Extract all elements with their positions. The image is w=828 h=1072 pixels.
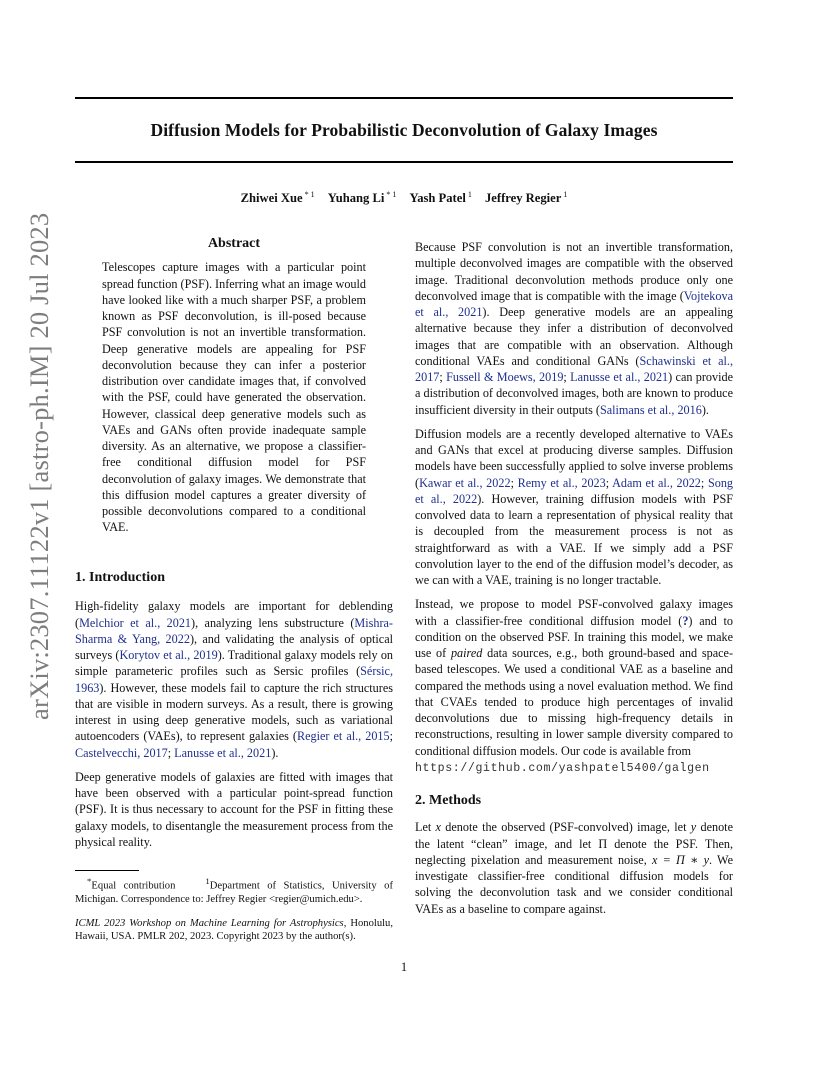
paper-title: Diffusion Models for Probabilistic Deconvolution of Galaxy Images (150, 120, 658, 140)
citation-link[interactable]: Castelvecchi, 2017 (75, 745, 168, 760)
citation-link[interactable]: Schawinski et al., 2017 (415, 353, 733, 384)
right-paragraph-1: Because PSF convolution is not an invertible transformation, multiple deconvolved images are compatible with the observed image. Traditional deconvolution methods produce only one deconvolved image that is compatible with the image (Vojtekova et al., 2021). Deep generative models are an appealing alternative because they infer a distribution of deconvolved images that are compatible with an observation. Although conditional VAEs and conditional GANs (Schawinski et al., 2017; Fussell & Moews, 2019; Lanusse et al., 2021) can provide a distribution of deconvolved images, both are known to produce insufficient diversity in their outputs (Salimans et al., 2016). (415, 240, 734, 417)
author-3: Yash Patel $^1$ (409, 190, 472, 205)
methods-paragraph: Let x denote the observed (PSF-convolved) image, let y denote the latent “clean” image, and let Π denote the PSF. Then, neglecting pixelation and measurement noise, x = Π ∗ y. We investigate classifier-free conditional diffusion models for solving the deconvolution task and we consider conditional VAEs as a baseline to compare against. (415, 820, 733, 916)
footnote-affiliation: *Equal contribution $^1$Department of Statistics, University of Michigan. Correspondence to: Jeffrey Regier <regier@umich.edu>. (75, 876, 393, 906)
title-bottom-rule (75, 161, 733, 163)
footnote-rule (75, 870, 139, 871)
citation-link[interactable]: Melchior et al., 2021 (79, 615, 192, 630)
arxiv-stamp (20, 212, 58, 720)
citation-link[interactable]: Sérsic, 1963 (75, 664, 393, 695)
intro-paragraph-2: Deep generative models of galaxies are fitted with images that have been observed with a particular point-spread function (PSF). It is thus necessary to account for the PSF in fitting these galaxy models, to disentangle the measurement process from the physical reality. (75, 769, 393, 849)
citation-link[interactable]: Remy et al., 2023 (517, 475, 606, 490)
citation-link[interactable]: Vojtekova et al., 2021 (415, 288, 733, 319)
citation-link[interactable]: Fussell & Moews, 2019 (446, 370, 564, 384)
author-list (75, 190, 733, 206)
right-paragraph-3: Instead, we propose to model PSF-convolved galaxy images with a classifier-free conditional diffusion model (?) and to condition on the observed PSF. In training this model, we make use of paired data sources, e.g., both ground-based and space-based telescopes. We used a conditional VAE as a baseline and compared the methods using a novel evaluation method. We find that CVAEs tended to produce high percentages of invalid deconvolutions due to missing high-frequency details in reconstructions, resulting in lower sample diversity compared to conditional diffusion models. Our code is available from https://github.com/yashpatel5400/galgen (415, 597, 733, 775)
citation-link[interactable]: Korytov et al., 2019 (119, 648, 218, 662)
abstract-text: Telescopes capture images with a particular point spread function (PSF). Inferring what an image would have looked like with a much sharper PSF, a problem known as PSF deconvolution, is ill-posed because PSF convolution is not an invertible transformation. Deep generative models are appealing for PSF deconvolution because they can infer a posterior distribution over candidate images that, if convolved with the PSF, could have generated the observation. However, classical deep generative models such as VAEs and GANs often provide inadequate sample diversity. As an alternative, we propose a classifier-free conditional diffusion model for PSF deconvolution of galaxy images. We demonstrate that this diffusion model captures a greater diversity of possible deconvolutions compared to a conditional VAE. (102, 260, 367, 535)
intro-paragraph-1: High-fidelity galaxy models are important for deblending (Melchior et al., 2021), analyzing lens substructure (Mishra-Sharma & Yang, 2022), and validating the analysis of optical surveys (Korytov et al., 2019). Traditional galaxy models rely on simple parameteric profiles such as Sersic profiles (Sérsic, 1963). However, these models fail to capture the rich structures that are visible in modern surveys. As a result, there is growing interest in using deep generative models, such as variational autoencoders (VAEs), to represent galaxies (Regier et al., 2015; Castelvecchi, 2017; Lanusse et al., 2021). (75, 599, 394, 760)
footnotes (75, 875, 393, 944)
introduction-heading: 1. Introduction (75, 570, 165, 585)
title-top-rule (75, 97, 733, 99)
citation-link[interactable]: Song et al., 2022 (415, 475, 734, 506)
introduction-section (75, 570, 393, 850)
citation-link[interactable]: Regier et al., 2015 (296, 729, 390, 744)
right-column (415, 239, 733, 917)
methods-heading: 2. Methods (415, 793, 482, 808)
missing-citation[interactable]: ? (682, 613, 689, 628)
citation-link[interactable]: Kawar et al., 2022 (419, 475, 511, 490)
left-column (75, 236, 393, 536)
abstract-heading: Abstract (207, 236, 261, 251)
footnote-venue: ICML 2023 Workshop on Machine Learning for Astrophysics, Honolulu, Hawaii, USA. PMLR 202, 2023. Copyright 2023 by the author(s). (75, 917, 393, 943)
citation-link[interactable]: Salimans et al., 2016 (599, 402, 702, 417)
author-4: Jeffrey Regier $^1$ (484, 190, 568, 205)
arxiv-stamp-text: arXiv:2307.11122v1 [astro-ph.IM] 20 Jul 2023 (24, 212, 54, 720)
citation-link[interactable]: Adam et al., 2022 (612, 475, 701, 490)
author-2: Yuhang Li $^{* 1}$ (327, 190, 397, 205)
citation-link[interactable]: Mishra-Sharma & Yang, 2022 (75, 615, 393, 646)
page-number: 1 (400, 960, 408, 974)
citation-link[interactable]: Lanusse et al., 2021 (174, 745, 272, 760)
citation-link[interactable]: Lanusse et al., 2021 (570, 370, 669, 384)
author-1: Zhiwei Xue $^{* 1}$ (240, 190, 315, 205)
code-url-link[interactable]: https://github.com/yashpatel5400/galgen (415, 761, 710, 775)
right-paragraph-2: Diffusion models are a recently developed alternative to VAEs and GANs that excel at producing diverse samples. Diffusion models have been successfully applied to solve inverse problems (Kawar et al., 2022; Remy et al., 2023; Adam et al., 2022; Song et al., 2022). However, training diffusion models with PSF convolved data to learn a representation of physical reality that is decoupled from the measurement process is not as straightforward as with a VAE. If we simply add a PSF convolution layer to the end of the diffusion model’s decoder, as we can with a VAE, training is no longer tractable. (415, 426, 734, 587)
